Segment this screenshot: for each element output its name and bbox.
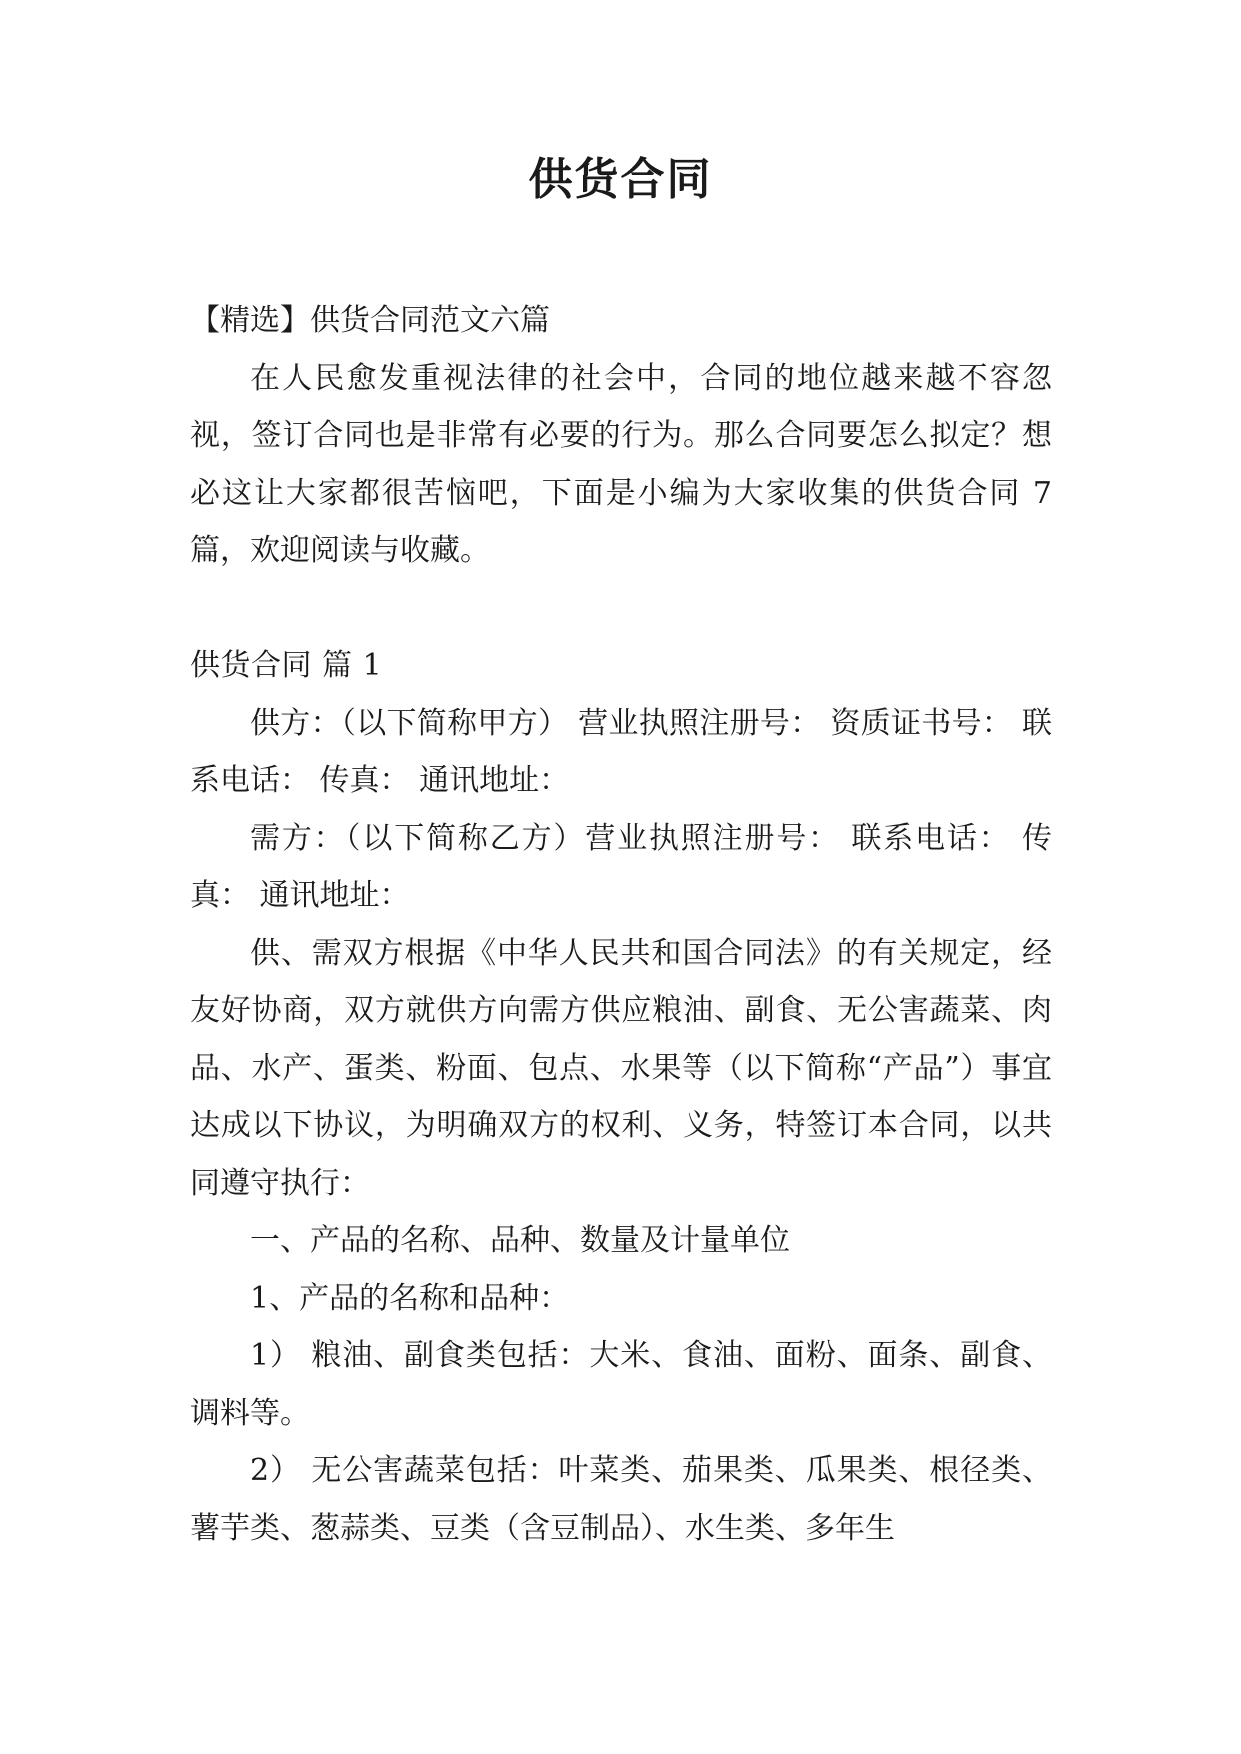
supplier-info-paragraph: 供方：（以下简称甲方） 营业执照注册号： 资质证书号： 联系电话： 传真： 通讯地址： (190, 705, 1052, 798)
document-subtitle: 【精选】供货合同范文六篇 (190, 303, 550, 338)
document-body (190, 292, 1052, 1557)
clause-heading: 一、产品的名称、品种、数量及计量单位 (250, 1223, 790, 1258)
buyer-info-paragraph: 需方：（以下简称乙方）营业执照注册号： 联系电话： 传真： 通讯地址： (190, 820, 1052, 913)
clause-item: 1、产品的名称和品种： (250, 1280, 570, 1316)
section-heading: 供货合同 篇 1 (190, 648, 383, 683)
clause-item: 1） 粮油、副食类包括：大米、食油、面粉、面条、副食、调料等。 (190, 1338, 1052, 1431)
document-title: 供货合同 (528, 154, 713, 205)
agreement-paragraph: 供、需双方根据《中华人民共和国合同法》的有关规定，经友好协商，双方就供方向需方供应粮油、副食、无公害蔬菜、肉品、水产、蛋类、粉面、包点、水果等（以下简称“产品”）事宜达成以下协议，为明确双方的权利、义务，特签订本合同，以共同遵守执行： (190, 935, 1052, 1201)
clause-item: 2） 无公害蔬菜包括：叶菜类、茄果类、瓜果类、根径类、薯芋类、葱蒜类、豆类（含豆制品）、水生类、多年生 (190, 1453, 1052, 1546)
intro-paragraph: 在人民愈发重视法律的社会中，合同的地位越来越不容忽视，签订合同也是非常有必要的行为。那么合同要怎么拟定？想必这让大家都很苦恼吧，下面是小编为大家收集的供货合同 7 篇，欢迎阅读与收藏。 (190, 360, 1052, 568)
